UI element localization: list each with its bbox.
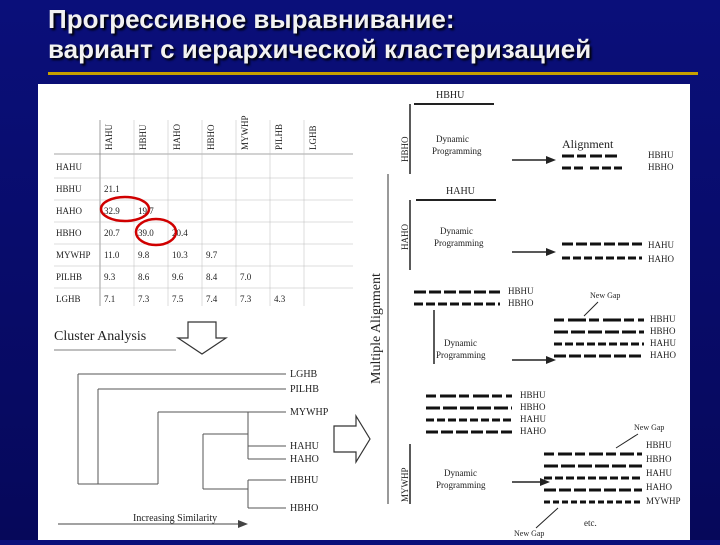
title-line-2: вариант с иерархической кластеризацией: [48, 34, 592, 64]
stage4-in-3: HAHU: [520, 414, 546, 424]
title-line-1: Прогрессивное выравнивание:: [48, 4, 455, 34]
stage3-out-3: HAHU: [650, 338, 676, 348]
dendrogram-leaf: HAHO: [290, 454, 319, 465]
stage3-out-4: HAHO: [650, 350, 676, 360]
matrix-cell: 11.0: [104, 250, 120, 260]
stage2-top-label: HAHU: [446, 186, 475, 197]
matrix-cell: 9.6: [172, 272, 184, 282]
matrix-cell: 9.3: [104, 272, 116, 282]
cluster-title: Cluster Analysis: [54, 329, 147, 344]
stage1-top-label: HBHU: [436, 90, 465, 101]
stage4-out-5: MYWHP: [646, 496, 681, 506]
dendrogram-leaf: LGHB: [290, 369, 318, 380]
dendrogram: [78, 374, 286, 508]
row-header: HAHO: [56, 206, 82, 216]
column-header: HAHO: [172, 124, 182, 150]
dp-label-3a: Dynamic: [444, 338, 477, 348]
dendrogram-leaves: [290, 369, 329, 514]
matrix-cell: 7.4: [206, 294, 218, 304]
stage4-out-4: HAHO: [646, 482, 672, 492]
dendrogram-leaf: HAHU: [290, 441, 319, 452]
slide-title: [48, 4, 718, 64]
etc-label: etc.: [584, 518, 597, 528]
arrow-icon: [546, 248, 556, 256]
stage3-in-1: HBHU: [508, 286, 534, 296]
figure-panel: [38, 84, 690, 540]
column-header: HAHU: [104, 124, 114, 150]
dp-label-1b: Programming: [432, 146, 482, 156]
matrix-cell: 21.1: [104, 184, 120, 194]
stage4-in-4: HAHO: [520, 426, 546, 436]
down-arrow-icon: [178, 322, 226, 354]
column-headers: [104, 115, 318, 150]
stage4-side-label: MYWHP: [400, 467, 410, 502]
stage4-out-2: HBHO: [646, 454, 672, 464]
dp-label-3b: Programming: [436, 350, 486, 360]
dp-label-2b: Programming: [434, 238, 484, 248]
cluster-analysis: [54, 329, 329, 528]
matrix-cell: 32.9: [104, 206, 120, 216]
matrix-cell: 4.3: [274, 294, 286, 304]
stage3-in-2: HBHO: [508, 298, 534, 308]
matrix-cell: 7.5: [172, 294, 184, 304]
matrix-cell: 10.3: [172, 250, 188, 260]
matrix-cell: 7.3: [240, 294, 252, 304]
stage4-out-1: HBHU: [646, 440, 672, 450]
matrix-cell: 8.4: [206, 272, 218, 282]
dendrogram-leaf: PILHB: [290, 384, 319, 395]
matrix-cell: 20.7: [104, 228, 120, 238]
row-header: LGHB: [56, 294, 81, 304]
column-header: LGHB: [308, 125, 318, 150]
dp-label-4b: Programming: [436, 480, 486, 490]
multiple-alignment: [369, 90, 681, 538]
matrix-cell: 20.4: [172, 228, 188, 238]
row-headers: [56, 162, 91, 304]
dendrogram-leaf: HBHU: [290, 475, 319, 486]
title-underline: [48, 72, 698, 75]
matrix-cell: 8.6: [138, 272, 150, 282]
multiple-alignment-label: Multiple Alignment: [369, 273, 384, 384]
arrow-icon: [546, 156, 556, 164]
column-header: HBHO: [206, 124, 216, 150]
column-header: PILHB: [274, 123, 284, 150]
new-gap-label-3: New Gap: [514, 529, 545, 538]
matrix-cell: 7.3: [138, 294, 150, 304]
alignment-title: Alignment: [562, 137, 614, 151]
stage2-out-2: HAHO: [648, 254, 674, 264]
stage1-side-label: HBHO: [400, 136, 410, 162]
row-header: PILHB: [56, 272, 83, 282]
dp-label-1a: Dynamic: [436, 134, 469, 144]
right-arrow-icon: [334, 416, 370, 462]
new-gap-label-2: New Gap: [634, 423, 665, 432]
matrix-cell: 9.8: [138, 250, 150, 260]
matrix-cell: 19.7: [138, 206, 154, 216]
axis-arrowhead-icon: [238, 520, 248, 528]
stage2-side-label: HAHO: [400, 224, 410, 250]
stage2-out-1: HAHU: [648, 240, 674, 250]
stage1-out-2: HBHO: [648, 162, 674, 172]
stage3-out-2: HBHO: [650, 326, 676, 336]
stage4-out-3: HAHU: [646, 468, 672, 478]
row-header: HBHU: [56, 184, 82, 194]
dp-label-4a: Dynamic: [444, 468, 477, 478]
dendrogram-leaf: MYWHP: [290, 407, 329, 418]
stage1-out-1: HBHU: [648, 150, 674, 160]
new-gap-label-1: New Gap: [590, 291, 621, 300]
row-header: HBHO: [56, 228, 82, 238]
stage4-in-2: HBHO: [520, 402, 546, 412]
matrix-cell: 7.1: [104, 294, 116, 304]
column-header: MYWHP: [240, 115, 250, 150]
row-header: HAHU: [56, 162, 82, 172]
stage3-out-1: HBHU: [650, 314, 676, 324]
matrix-cell: 9.7: [206, 250, 218, 260]
column-header: HBHU: [138, 124, 148, 150]
matrix-cell: 7.0: [240, 272, 252, 282]
stage4-in-1: HBHU: [520, 390, 546, 400]
dendrogram-leaf: HBHO: [290, 503, 319, 514]
row-header: MYWHP: [56, 250, 91, 260]
matrix-cell: 39.0: [138, 228, 154, 238]
distance-matrix: [54, 115, 353, 306]
dp-label-2a: Dynamic: [440, 226, 473, 236]
figure-svg: [38, 84, 690, 540]
similarity-axis-label: Increasing Similarity: [133, 513, 218, 524]
